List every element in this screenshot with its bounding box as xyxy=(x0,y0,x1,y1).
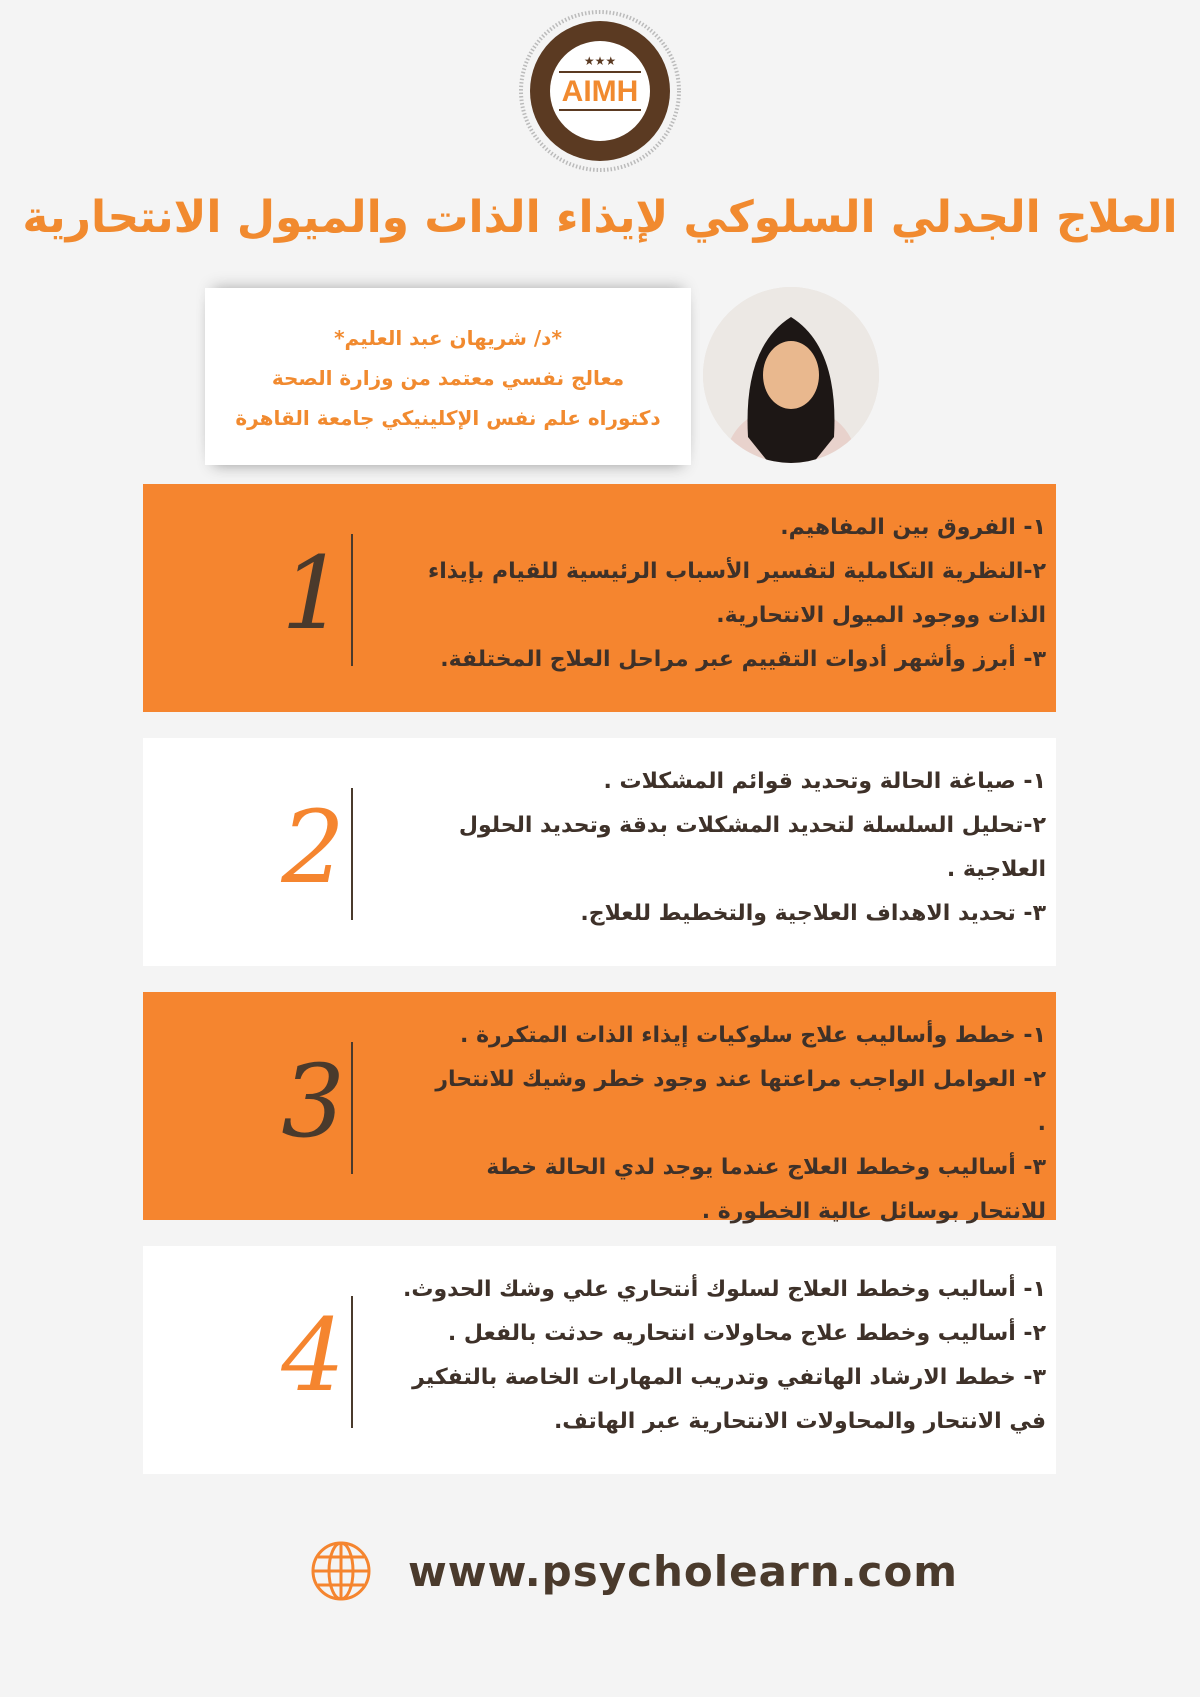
list-item: ٢- العوامل الواجب مراعتها عند وجود خطر وشيك للانتحار . xyxy=(435,1067,1046,1136)
website-link[interactable]: www.psycholearn.com xyxy=(408,1546,959,1596)
list-item: ٣- خطط الارشاد الهاتفي وتدريب المهارات الخاصة بالتفكير في الانتحار والمحاولات الانتحارية عبر الهاتف. xyxy=(412,1365,1046,1434)
section-number: 4 xyxy=(281,1297,345,1414)
list-item: ٢-تحليل السلسلة لتحديد المشكلات بدقة وتحديد الحلول العلاجية . xyxy=(458,813,1046,882)
globe-icon xyxy=(310,1540,372,1602)
list-item: ١- صياغة الحالة وتحديد قوائم المشكلات . xyxy=(603,769,1046,794)
presenter-degree: دكتوراه علم نفس الإكلينيكي جامعة القاهرة xyxy=(235,406,661,430)
presenter-credential: معالج نفسي معتمد من وزارة الصحة xyxy=(271,366,625,390)
divider xyxy=(351,1296,353,1428)
section-2 xyxy=(143,738,1056,966)
section-4 xyxy=(143,1246,1056,1474)
section-number: 3 xyxy=(281,1043,345,1160)
section-3 xyxy=(143,992,1056,1224)
list-item: ٣- تحديد الاهداف العلاجية والتخطيط للعلاج. xyxy=(580,901,1046,926)
divider xyxy=(351,534,353,666)
section-number: 1 xyxy=(281,535,345,652)
divider xyxy=(351,1042,353,1174)
svg-text:AIMH: AIMH xyxy=(561,75,639,108)
presenter-card xyxy=(205,288,691,465)
aimh-logo xyxy=(519,10,681,172)
page-title: العلاج الجدلي السلوكي لإيذاء الذات والميول الانتحارية xyxy=(22,192,1178,243)
list-item: ٢- أساليب وخطط علاج محاولات انتحاريه حدثت بالفعل . xyxy=(447,1321,1046,1346)
list-item: ٢-النظرية التكاملية لتفسير الأسباب الرئيسية للقيام بإيذاء الذات ووجود الميول الانتحارية. xyxy=(428,559,1046,628)
section-1 xyxy=(143,484,1056,712)
presenter-photo xyxy=(703,287,879,463)
list-item: ١- الفروق بين المفاهيم. xyxy=(780,515,1046,540)
footer xyxy=(310,1540,958,1602)
list-item: ١- خطط وأساليب علاج سلوكيات إيذاء الذات المتكررة . xyxy=(460,1023,1046,1048)
presenter-name: *د/ شريهان عبد العليم* xyxy=(334,326,562,350)
section-number: 2 xyxy=(281,789,345,906)
svg-text:★★★: ★★★ xyxy=(583,54,617,68)
list-item: ٣- أبرز وأشهر أدوات التقييم عبر مراحل العلاج المختلفة. xyxy=(440,647,1046,672)
list-item: ٣- أساليب وخطط العلاج عندما يوجد لدي الحالة خطة للانتحار بوسائل عالية الخطورة . xyxy=(486,1155,1046,1224)
list-item: ١- أساليب وخطط العلاج لسلوك أنتحاري علي وشك الحدوث. xyxy=(403,1277,1046,1302)
divider xyxy=(351,788,353,920)
